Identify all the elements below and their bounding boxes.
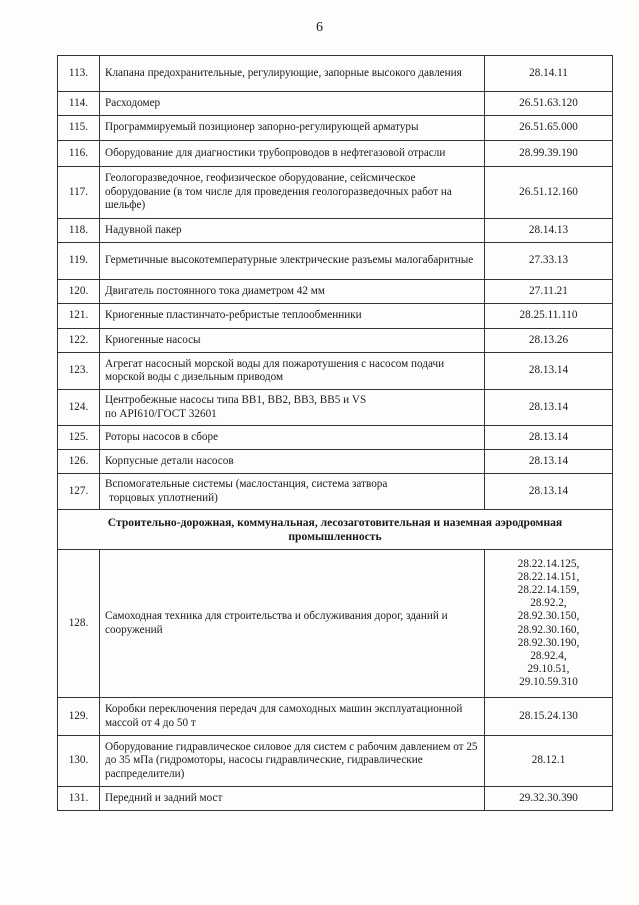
row-name-line: по API610/ГОСТ 32601: [105, 407, 217, 420]
table-row: [58, 243, 613, 280]
row-number: 121.: [58, 304, 100, 329]
page-number: 6: [316, 20, 323, 35]
row-code: 28.13.14: [485, 390, 613, 426]
row-code: 28.99.39.190: [485, 141, 613, 167]
row-name: Оборудование гидравлическое силовое для систем с рабочим давлением от 25 до 35 мПа (гидромоторы, насосы гидравлические, гидравлические распределители): [100, 736, 485, 787]
row-code: 28.92.2,: [530, 597, 567, 610]
row-number: 128.: [58, 550, 100, 698]
row-code: 28.15.24.130: [485, 698, 613, 736]
row-name: Герметичные высокотемпературные электрические разъемы малогабаритные: [100, 243, 485, 280]
row-name: Криогенные пластинчато-ребристые теплообменники: [100, 304, 485, 329]
table-row: [58, 426, 613, 450]
row-number: 123.: [58, 353, 100, 390]
table-row: [58, 550, 613, 698]
row-name: Роторы насосов в сборе: [100, 426, 485, 450]
row-name-line: Вспомогательные системы (маслостанция, система затвора: [105, 478, 388, 491]
row-code: 27.11.21: [485, 280, 613, 304]
row-name: Программируемый позиционер запорно-регулирующей арматуры: [100, 116, 485, 141]
row-number: 127.: [58, 474, 100, 510]
row-name-line: торцовых уплотнений): [109, 491, 218, 504]
section-title: Строительно-дорожная, коммунальная, лесозаготовительная и наземная аэродромная промышленность: [58, 510, 613, 550]
table-row: [58, 280, 613, 304]
row-number: 129.: [58, 698, 100, 736]
table-row: [58, 736, 613, 787]
row-code: 28.14.11: [485, 56, 613, 92]
row-number: 131.: [58, 787, 100, 811]
row-code: 28.92.4,: [530, 649, 567, 662]
row-code: 28.25.11.110: [485, 304, 613, 329]
table-row: [58, 219, 613, 243]
row-number: 117.: [58, 167, 100, 219]
table-row: [58, 116, 613, 141]
row-name: Клапана предохранительные, регулирующие, запорные высокого давления: [100, 56, 485, 92]
row-number: 120.: [58, 280, 100, 304]
row-code: 28.22.14.125,: [517, 558, 580, 571]
row-code: 28.13.26: [485, 329, 613, 353]
row-code: 28.22.14.151,: [517, 571, 580, 584]
row-name: Расходомер: [100, 92, 485, 116]
table-row: [58, 698, 613, 736]
row-number: 116.: [58, 141, 100, 167]
row-code: 27.33.13: [485, 243, 613, 280]
table-row: [58, 353, 613, 390]
row-code: 26.51.63.120: [485, 92, 613, 116]
row-number: 130.: [58, 736, 100, 787]
table-row: [58, 787, 613, 811]
row-code-list: [485, 550, 613, 698]
row-code: 29.10.59.310: [519, 675, 578, 688]
row-name: Корпусные детали насосов: [100, 450, 485, 474]
table-row: [58, 450, 613, 474]
row-name: Передний и задний мост: [100, 787, 485, 811]
row-code: 28.14.13: [485, 219, 613, 243]
row-number: 115.: [58, 116, 100, 141]
row-number: 122.: [58, 329, 100, 353]
row-code: 28.12.1: [485, 736, 613, 787]
row-name: [100, 474, 485, 510]
row-name: Криогенные насосы: [100, 329, 485, 353]
row-code: 29.10.51,: [527, 662, 570, 675]
row-code: 28.22.14.159,: [517, 584, 580, 597]
row-code: 28.13.14: [485, 353, 613, 390]
row-code: 26.51.12.160: [485, 167, 613, 219]
row-name: Геологоразведочное, геофизическое оборудование, сейсмическое оборудование (в том числе для проведения геологоразведочных работ на шельфе): [100, 167, 485, 219]
row-name: [100, 390, 485, 426]
row-number: 119.: [58, 243, 100, 280]
row-code: 28.13.14: [485, 474, 613, 510]
table-row: [58, 141, 613, 167]
row-name: Оборудование для диагностики трубопроводов в нефтегазовой отрасли: [100, 141, 485, 167]
row-name-line: Центробежные насосы типа ВВ1, ВВ2, ВВ3, ВВ5 и VS: [105, 394, 367, 407]
row-name: Агрегат насосный морской воды для пожаротушения с насосом подачи морской воды с дизельным приводом: [100, 353, 485, 390]
row-number: 125.: [58, 426, 100, 450]
row-code: 28.92.30.150,: [517, 610, 580, 623]
row-code: 28.13.14: [485, 450, 613, 474]
row-code: 29.32.30.390: [485, 787, 613, 811]
row-name: Надувной пакер: [100, 219, 485, 243]
row-number: 118.: [58, 219, 100, 243]
row-code: 28.92.30.160,: [517, 623, 580, 636]
table-row: [58, 56, 613, 92]
table-row: [58, 167, 613, 219]
row-number: 126.: [58, 450, 100, 474]
table-row: [58, 474, 613, 510]
row-number: 113.: [58, 56, 100, 92]
row-number: 124.: [58, 390, 100, 426]
equipment-table: [57, 55, 613, 811]
row-name: Коробки переключения передач для самоходных машин эксплуатационной массой от 4 до 50 т: [100, 698, 485, 736]
section-row: [58, 510, 613, 550]
table-row: [58, 329, 613, 353]
table-row: [58, 92, 613, 116]
row-name: Самоходная техника для строительства и обслуживания дорог, зданий и сооружений: [100, 550, 485, 698]
row-code: 28.13.14: [485, 426, 613, 450]
table-row: [58, 390, 613, 426]
row-number: 114.: [58, 92, 100, 116]
row-code: 28.92.30.190,: [517, 636, 580, 649]
row-code: 26.51.65.000: [485, 116, 613, 141]
row-name: Двигатель постоянного тока диаметром 42 мм: [100, 280, 485, 304]
table-row: [58, 304, 613, 329]
